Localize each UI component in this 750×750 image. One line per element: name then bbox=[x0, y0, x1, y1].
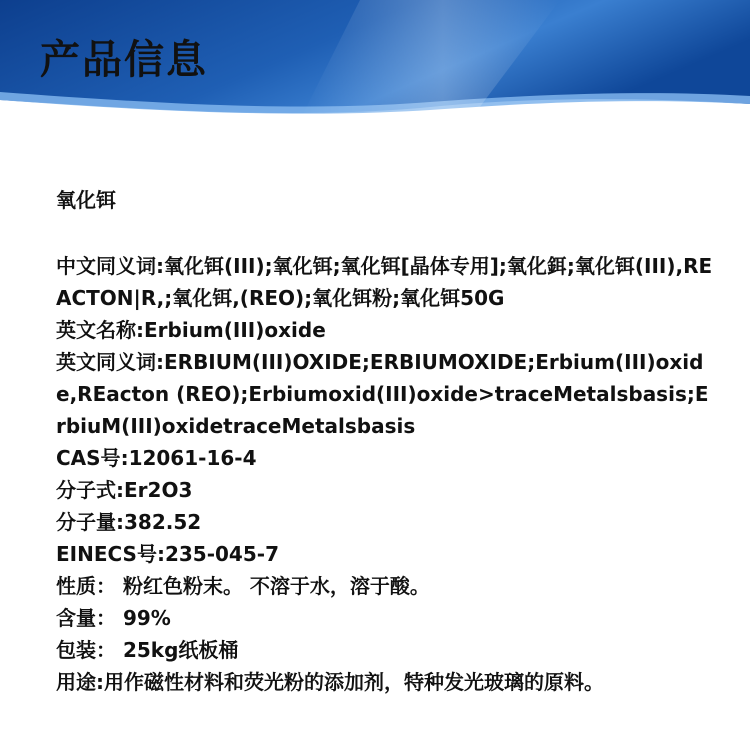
field-label: 分子量 bbox=[56, 510, 116, 534]
field-separator: ： bbox=[96, 638, 123, 662]
field-separator: : bbox=[116, 510, 124, 534]
field-english-name bbox=[56, 314, 716, 346]
field-label: EINECS号 bbox=[56, 542, 157, 566]
field-label: 性质 bbox=[56, 574, 96, 598]
header-banner bbox=[0, 0, 750, 120]
field-value: 粉红色粉末。 不溶于水，溶于酸。 bbox=[122, 574, 430, 598]
field-separator: : bbox=[96, 670, 104, 694]
field-label: 含量 bbox=[56, 606, 96, 630]
field-separator: : bbox=[156, 254, 164, 278]
field-value: 382.52 bbox=[124, 510, 202, 534]
field-molecular-weight bbox=[56, 506, 716, 538]
field-label: 分子式 bbox=[56, 478, 116, 502]
field-label: 英文名称 bbox=[56, 318, 136, 342]
field-value: Er2O3 bbox=[124, 478, 193, 502]
field-value: 235-045-7 bbox=[164, 542, 279, 566]
field-einecs-number bbox=[56, 538, 716, 570]
field-value: 用作磁性材料和荧光粉的添加剂，特种发光玻璃的原料。 bbox=[104, 670, 604, 694]
field-label: 英文同义词 bbox=[56, 350, 156, 374]
field-value: Erbium(III)oxide bbox=[144, 318, 326, 342]
field-separator: : bbox=[120, 446, 129, 470]
field-value: 99% bbox=[122, 606, 171, 630]
field-properties bbox=[56, 570, 716, 602]
field-separator: : bbox=[116, 478, 124, 502]
field-english-synonyms bbox=[56, 346, 716, 442]
field-separator: : bbox=[156, 542, 165, 566]
field-label: 用途 bbox=[56, 670, 96, 694]
field-cas-number bbox=[56, 442, 716, 474]
field-label: 中文同义词 bbox=[56, 254, 156, 278]
field-label: CAS号 bbox=[56, 446, 121, 470]
field-separator: ： bbox=[96, 574, 123, 598]
field-separator: : bbox=[156, 350, 164, 374]
product-name: 氧化铒 bbox=[56, 188, 116, 212]
field-content bbox=[56, 602, 716, 634]
product-info bbox=[56, 182, 716, 698]
field-value: 12061-16-4 bbox=[128, 446, 257, 470]
field-packaging bbox=[56, 634, 716, 666]
field-value: 25kg纸板桶 bbox=[122, 638, 239, 662]
page-title: 产品信息 bbox=[40, 37, 208, 83]
field-separator: : bbox=[136, 318, 144, 342]
field-separator: ： bbox=[96, 606, 123, 630]
field-usage bbox=[56, 666, 716, 698]
field-molecular-formula bbox=[56, 474, 716, 506]
field-label: 包装 bbox=[56, 638, 96, 662]
field-value: ERBIUM(III)OXIDE;ERBIUMOXIDE;Erbium(III)oxide,REacton (REO);Erbiumoxid(III)oxide>traceMetalsbasis;ErbiuM(III)oxidetraceMetalsbasis bbox=[56, 350, 709, 438]
field-chinese-synonyms bbox=[56, 250, 716, 314]
field-value: 氧化铒(III);氧化铒;氧化铒[晶体专用];氧化鉺;氧化铒(III),REACTON|R,;氧化铒,(REO);氧化铒粉;氧化铒50G bbox=[56, 254, 713, 310]
